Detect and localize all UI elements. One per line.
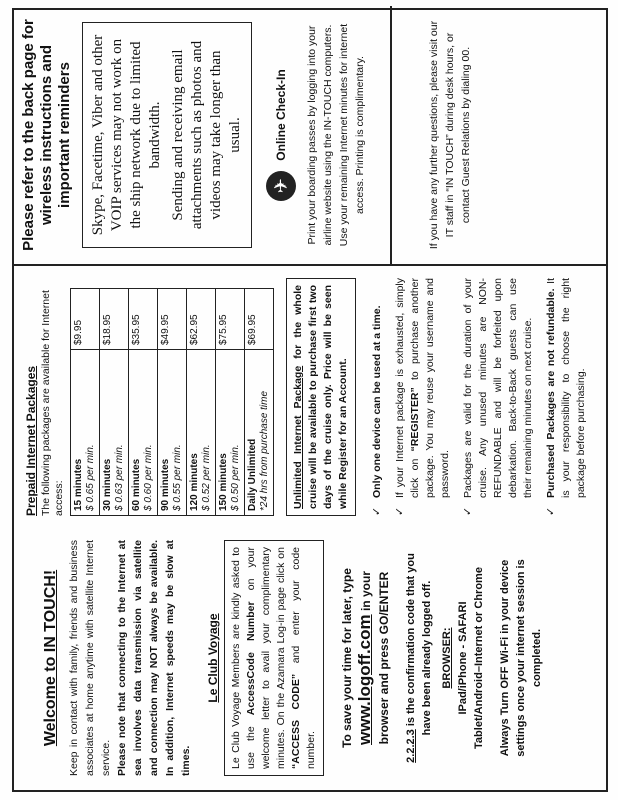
package-price: $9.95 (71, 289, 100, 350)
browser-other: Tablet/Android–Internet or Chrome (473, 567, 485, 749)
unlimited-text: for the whole cruise will be available to purchase first two days of the cruise only. Price will be seen while Register for an Account. (292, 285, 349, 509)
package-name: Daily Unlimited (247, 438, 258, 511)
package-row (158, 289, 187, 516)
rule-refund: ✓ Purchased Packages are not refundable. It is your responsibility to choose the right package before purchasing. (545, 278, 587, 516)
le-club-text-3: and enter your code number. (290, 547, 317, 769)
package-name: 15 minutes (73, 458, 84, 511)
packages-column (14, 266, 606, 528)
package-price: $69.95 (245, 289, 274, 350)
online-checkin-header (266, 16, 296, 254)
package-price: $35.95 (129, 289, 158, 350)
access-code-label: “ACCESS CODE” (290, 673, 302, 769)
welcome-column (14, 528, 606, 790)
voip-notice-box (82, 22, 252, 248)
package-name: 120 minutes (189, 453, 200, 511)
package-rate: $ 0.60 per min. (143, 444, 154, 511)
welcome-intro: Keep in contact with family, friends and business associates at home anytime with satellite Internet service. (68, 540, 112, 776)
package-rate: $ 0.55 per min. (172, 444, 183, 511)
unlimited-package-box (286, 278, 356, 516)
packages-table (70, 288, 274, 516)
package-rules (370, 278, 589, 516)
save-line-3: browser and press GO/ENTER (377, 571, 391, 745)
package-row (100, 289, 129, 516)
confirm-text: is the confirmation code that you have been already logged off. (405, 553, 433, 736)
save-time-block (338, 540, 393, 776)
check-icon: ✓ (462, 506, 474, 516)
package-rate: $ 0.65 per min. (85, 444, 96, 511)
le-club-title: Le Club Voyage (206, 613, 220, 703)
confirm-code: 2.2.2.3 (405, 729, 417, 763)
le-club-box (224, 540, 324, 776)
package-name-cell (100, 350, 129, 516)
voip-notice: Skype, Facetime, Viber and other VOIP services may not work on the ship network due to limited bandwidth. (90, 34, 163, 236)
refer-back-page: Please refer to the back page for wireless instructions and important reminders (20, 19, 73, 251)
package-row (216, 289, 245, 516)
flyer-frame (12, 8, 608, 792)
browser-title: BROWSER: (441, 627, 453, 689)
package-rate: $ 0.50 per min. (230, 444, 241, 511)
browser-ipad: IPad/iPhone - SAFARI (457, 601, 469, 715)
divider (390, 6, 392, 264)
access-code-number: AccessCode Number (245, 601, 257, 716)
welcome-title: Welcome to IN TOUCH! (42, 569, 59, 747)
rule-one-device: ✓ Only one device can be used at a time. (371, 305, 383, 516)
airplane-icon: ✈ (266, 171, 296, 201)
wifi-off-note: Always Turn OFF Wi-Fi in your device settings once your internet session is completed. (499, 559, 543, 757)
package-row (71, 289, 100, 516)
packages-title: Prepaid Internet Packages (24, 365, 38, 516)
questions-text: If you have any further questions, please visit our IT staff in “IN TOUCH” during desk hours, or contact Guest Relations by dialing 00. (428, 20, 472, 250)
le-club-text-2: on your welcome letter to avail your complimentary minutes. On the Azamara Log-in page click on (245, 547, 287, 769)
save-line-1: To save your time for later, type (340, 568, 354, 748)
package-price: $49.95 (158, 289, 187, 350)
check-icon: ✓ (394, 506, 406, 516)
packages-subtitle: The following packages are available for Internet access: (40, 290, 65, 516)
package-row (129, 289, 158, 516)
package-name-cell (129, 350, 158, 516)
package-rate: $ 0.52 per min. (201, 444, 212, 511)
reminders-column (14, 6, 606, 266)
rule-validity: ✓ Packages are valid for the duration of your cruise. Any unused minutes are NON-REFUNDABLE and will be forfeited upon debarkation. Back-to-Back guests can use their remaining minutes on next cruise. (462, 278, 534, 516)
package-price: $62.95 (187, 289, 216, 350)
connection-note: Please note that connecting to the Internet at sea involves data transmission via satellite and connection may NOT always be available. In addition, Internet speeds may be slow at times. (116, 540, 192, 776)
attachments-notice: Sending and receiving email attachments such as photos and videos may take longer than usual. (170, 40, 243, 230)
package-row (245, 289, 274, 516)
package-rate: *24 hrs from purchase time (259, 390, 270, 511)
package-name-cell (245, 350, 274, 516)
package-price: $18.95 (100, 289, 129, 350)
check-icon: ✓ (545, 506, 557, 516)
package-name: 30 minutes (102, 458, 113, 511)
package-rate: $ 0.63 per min. (114, 444, 125, 511)
package-name-cell (71, 350, 100, 516)
package-name: 150 minutes (218, 453, 229, 511)
save-line-2: in your (359, 571, 373, 615)
package-price: $75.95 (216, 289, 245, 350)
browser-block (439, 540, 487, 776)
check-icon: ✓ (371, 506, 383, 516)
package-name-cell (216, 350, 245, 516)
package-name: 60 minutes (131, 458, 142, 511)
package-row (187, 289, 216, 516)
package-name-cell (158, 350, 187, 516)
le-club-text-1: Le Club Voyage Members are kindly asked to use the (230, 547, 257, 769)
rule-register: ✓ If your Internet package is exhausted, simply click on “REGISTER” to purchase another package. You may reuse your username and password. (394, 278, 451, 516)
confirm-block (403, 540, 435, 776)
unlimited-title: Unlimited Internet Package (292, 365, 304, 509)
package-name: 90 minutes (160, 458, 171, 511)
package-name-cell (187, 350, 216, 516)
logoff-url: www.logoff.com (355, 614, 374, 745)
checkin-text: Print your boarding passes by logging into your airline website using the IN-TOUCH computers. Use your remaining Internet minutes for internet access. Printing is complimentary. (306, 23, 366, 247)
online-checkin-title: Online Check-In (274, 69, 288, 161)
